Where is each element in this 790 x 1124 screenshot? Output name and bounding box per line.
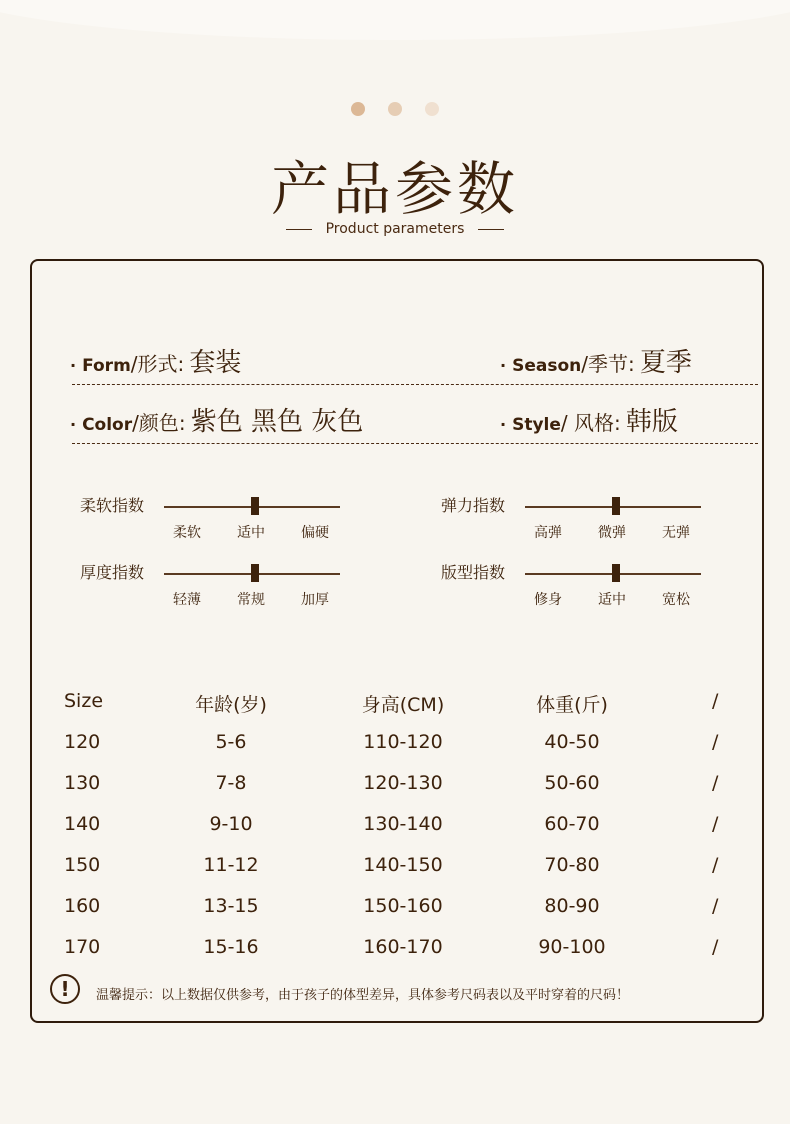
spec-form xyxy=(70,342,241,379)
table-cell: 7-8 xyxy=(215,772,247,794)
decorative-dots xyxy=(0,102,790,118)
spec-season-label-en: Season xyxy=(512,356,582,376)
table-header-cell: 体重(斤) xyxy=(536,694,608,716)
index-option: 微弹 xyxy=(598,525,626,541)
table-cell: / xyxy=(712,813,719,835)
table-row xyxy=(64,731,744,772)
table-row xyxy=(64,772,744,813)
spec-season xyxy=(500,342,692,379)
table-cell: 40-50 xyxy=(544,731,600,753)
table-cell: 110-120 xyxy=(363,731,443,753)
table-header-cell: 身高(CM) xyxy=(361,694,445,716)
exclamation-icon: ! xyxy=(50,974,80,1004)
table-cell: 11-12 xyxy=(203,854,259,876)
divider-left xyxy=(286,229,312,230)
spec-color-label-en: Color xyxy=(82,415,133,435)
index-option: 无弹 xyxy=(662,525,690,541)
index-softness xyxy=(80,493,380,543)
index-option: 常规 xyxy=(237,592,265,608)
index-fit xyxy=(441,560,741,610)
table-row xyxy=(64,895,744,936)
table-cell: / xyxy=(712,895,719,917)
page-title: 产品参数 xyxy=(270,155,519,223)
dashed-divider xyxy=(72,443,758,444)
index-name: 厚度指数 xyxy=(80,563,145,582)
spec-style xyxy=(500,401,678,438)
index-option: 适中 xyxy=(598,592,626,608)
index-option: 适中 xyxy=(237,525,265,541)
table-cell: 50-60 xyxy=(544,772,600,794)
table-header-row xyxy=(64,690,744,731)
dot-icon xyxy=(351,102,365,116)
table-cell: 5-6 xyxy=(215,731,247,753)
table-cell: 80-90 xyxy=(544,895,600,917)
table-header-cell: 年龄(岁) xyxy=(195,694,267,716)
bullet-icon: · xyxy=(70,415,77,434)
spec-row-color-style xyxy=(70,404,760,444)
size-table xyxy=(64,690,744,977)
spec-color xyxy=(70,401,363,438)
slider-marker xyxy=(251,564,259,582)
bullet-icon: · xyxy=(500,415,507,434)
table-cell: 120 xyxy=(64,731,101,753)
slider-marker xyxy=(612,497,620,515)
page-subtitle xyxy=(0,221,790,237)
table-cell: 13-15 xyxy=(203,895,259,917)
table-cell: 70-80 xyxy=(544,854,600,876)
table-cell: 90-100 xyxy=(538,936,606,958)
table-cell: 150-160 xyxy=(363,895,443,917)
table-row xyxy=(64,936,744,977)
spec-season-label-cn: /季节: xyxy=(581,352,635,376)
header-arc xyxy=(0,0,790,40)
table-cell: 60-70 xyxy=(544,813,600,835)
table-header-cell: / xyxy=(712,690,719,712)
table-cell: 9-10 xyxy=(209,813,253,835)
table-cell: 15-16 xyxy=(203,936,259,958)
divider-right xyxy=(478,229,504,230)
table-cell: 130-140 xyxy=(363,813,443,835)
index-option: 高弹 xyxy=(534,525,562,541)
index-option: 修身 xyxy=(534,592,562,608)
table-cell: / xyxy=(712,854,719,876)
spec-row-form-season xyxy=(70,345,760,385)
slider-marker xyxy=(251,497,259,515)
slider-marker xyxy=(612,564,620,582)
bullet-icon: · xyxy=(500,356,507,375)
spec-form-value: 套装 xyxy=(189,348,242,378)
bullet-icon: · xyxy=(70,356,77,375)
spec-color-label-cn: /颜色: xyxy=(132,411,186,435)
index-elasticity xyxy=(441,493,741,543)
table-row xyxy=(64,813,744,854)
dashed-divider xyxy=(72,384,758,385)
table-cell: 160-170 xyxy=(363,936,443,958)
index-option: 偏硬 xyxy=(301,525,329,541)
spec-color-value: 紫色 黑色 灰色 xyxy=(190,407,364,437)
table-cell: / xyxy=(712,772,719,794)
index-option: 轻薄 xyxy=(173,592,201,608)
table-header-cell: Size xyxy=(64,690,104,712)
table-cell: / xyxy=(712,936,719,958)
spec-style-label-cn: / 风格: xyxy=(560,411,621,435)
subtitle-text: Product parameters xyxy=(325,221,465,237)
table-cell: 140-150 xyxy=(363,854,443,876)
dot-icon xyxy=(425,102,439,116)
index-thickness xyxy=(80,560,380,610)
index-name: 弹力指数 xyxy=(441,496,506,515)
table-cell: / xyxy=(712,731,719,753)
index-option: 宽松 xyxy=(662,592,690,608)
table-cell: 150 xyxy=(64,854,101,876)
table-cell: 160 xyxy=(64,895,101,917)
table-cell: 170 xyxy=(64,936,101,958)
spec-form-label-cn: /形式: xyxy=(130,352,185,376)
size-notice xyxy=(50,974,740,1010)
table-cell: 130 xyxy=(64,772,101,794)
index-name: 柔软指数 xyxy=(80,496,145,515)
dot-icon xyxy=(388,102,402,116)
spec-style-value: 韩版 xyxy=(625,407,678,437)
spec-form-label-en: Form xyxy=(82,356,131,376)
table-cell: 140 xyxy=(64,813,101,835)
spec-style-label-en: Style xyxy=(512,415,561,435)
index-option: 加厚 xyxy=(301,592,329,608)
index-option: 柔软 xyxy=(173,525,201,541)
table-cell: 120-130 xyxy=(363,772,443,794)
notice-text: 温馨提示：以上数据仅供参考，由于孩子的体型差异，具体参考尺码表以及平时穿着的尺码！ xyxy=(96,988,630,1003)
table-row xyxy=(64,854,744,895)
index-name: 版型指数 xyxy=(441,563,506,582)
spec-season-value: 夏季 xyxy=(639,348,692,378)
